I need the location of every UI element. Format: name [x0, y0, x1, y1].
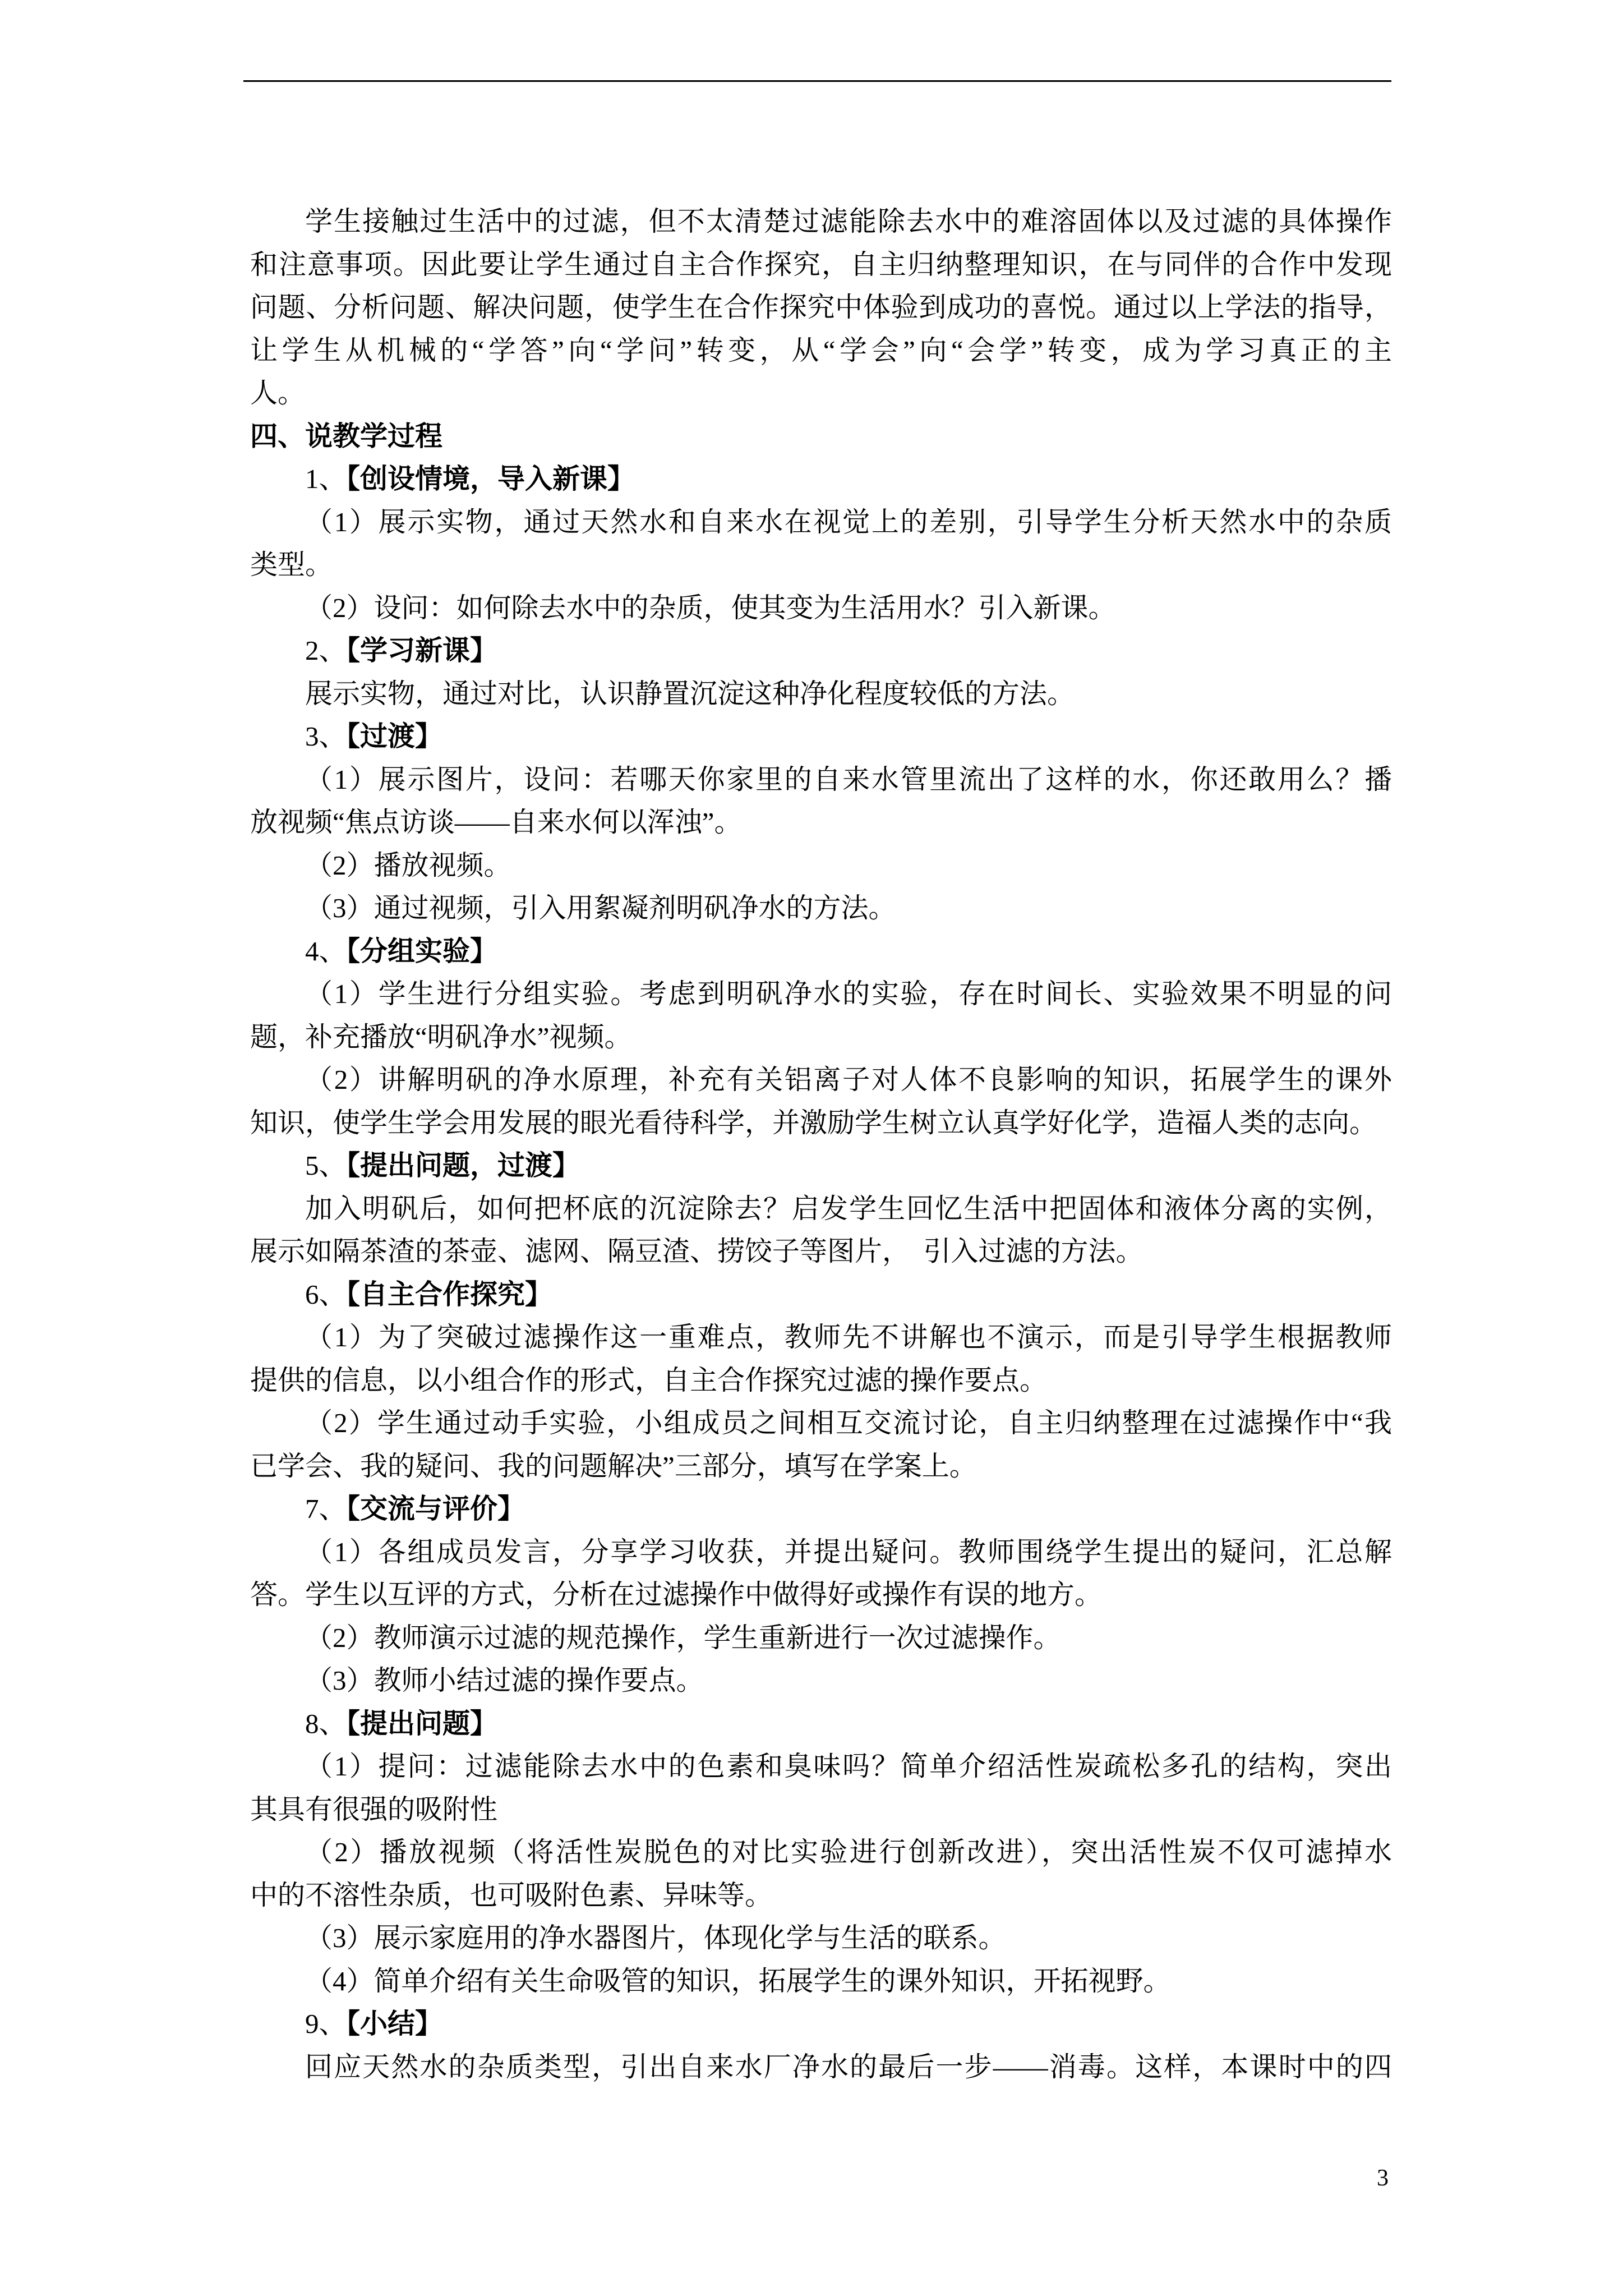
paragraph-line: 问题、分析问题、解决问题，使学生在合作探究中体验到成功的喜悦。通过以上学法的指导， [250, 292, 1392, 323]
step-title: 【交流与评价】 [346, 1493, 525, 1524]
step-heading [250, 629, 1392, 673]
header-rule [243, 80, 1391, 82]
paragraph-line: 已学会、我的疑问、我的问题解决”三部分，填写在学案上。 [250, 1450, 977, 1481]
step-number: 9、 [305, 2008, 347, 2039]
step-heading [250, 1144, 1392, 1188]
step-heading [250, 1488, 1392, 1531]
step-heading [250, 1703, 1392, 1746]
paragraph-line: 中的不溶性杂质，也可吸附色素、异味等。 [250, 1879, 773, 1911]
paragraph-line: 其具有很强的吸附性 [250, 1793, 498, 1825]
step-heading [250, 930, 1392, 973]
step-title: 【学习新课】 [346, 635, 498, 666]
paragraph-line: 展示实物，通过对比，认识静置沉淀这种净化程度较低的方法。 [305, 678, 1075, 709]
page-number: 3 [1377, 2165, 1389, 2191]
step-number: 4、 [305, 935, 347, 967]
step-title: 【自主合作探究】 [346, 1278, 553, 1310]
paragraph-line: （1）展示图片，设问：若哪天你家里的自来水管里流出了这样的水，你还敢用么？播 [305, 763, 1392, 795]
paragraph-line: 知识，使学生学会用发展的眼光看待科学，并激励学生树立认真学好化学，造福人类的志向。 [250, 1107, 1377, 1138]
paragraph-line: （2）设问：如何除去水中的杂质，使其变为生活用水？引入新课。 [305, 592, 1116, 623]
paragraph-line: （1）各组成员发言，分享学习收获，并提出疑问。教师围绕学生提出的疑问，汇总解 [305, 1536, 1392, 1567]
step-title: 【创设情境，导入新课】 [346, 463, 635, 494]
paragraph-line: 放视频“焦点访谈——自来水何以浑浊”。 [250, 807, 742, 838]
paragraph-line: （2）教师演示过滤的规范操作，学生重新进行一次过滤操作。 [305, 1622, 1061, 1653]
paragraph-line: （3）展示家庭用的净水器图片，体现化学与生活的联系。 [305, 1922, 1006, 1953]
paragraph-line: 题，补充播放“明矾净水”视频。 [250, 1021, 632, 1052]
paragraph-line: （2）播放视频（将活性炭脱色的对比实验进行创新改进），突出活性炭不仅可滤掉水 [305, 1837, 1392, 1867]
paragraph-line: （1）展示实物，通过天然水和自来水在视觉上的差别，引导学生分析天然水中的杂质 [305, 506, 1392, 537]
step-number: 8、 [305, 1708, 347, 1739]
section-heading: 四、说教学过程 [250, 420, 443, 452]
paragraph-line: （1）为了突破过滤操作这一重难点，教师先不讲解也不演示，而是引导学生根据教师 [305, 1322, 1392, 1352]
step-heading [250, 458, 1392, 501]
step-title: 【分组实验】 [346, 935, 498, 967]
paragraph-line: 学生接触过生活中的过滤，但不太清楚过滤能除去水中的难溶固体以及过滤的具体操作 [305, 206, 1392, 237]
paragraph-line: （3）通过视频，引入用絮凝剂明矾净水的方法。 [305, 892, 896, 923]
paragraph-line: 回应天然水的杂质类型，引出自来水厂净水的最后一步——消毒。这样，本课时中的四 [305, 2051, 1392, 2082]
paragraph-line: （2）学生通过动手实验，小组成员之间相互交流讨论，自主归纳整理在过滤操作中“我 [305, 1407, 1392, 1438]
step-number: 2、 [305, 635, 347, 666]
step-title: 【小结】 [346, 2008, 443, 2039]
step-number: 6、 [305, 1278, 347, 1310]
paragraph-line: （1）提问：过滤能除去水中的色素和臭味吗？简单介绍活性炭疏松多孔的结构，突出 [305, 1751, 1392, 1782]
step-heading [250, 2003, 1392, 2046]
step-number: 1、 [305, 463, 347, 494]
paragraph-line: 答。学生以互评的方式，分析在过滤操作中做得好或操作有误的地方。 [250, 1579, 1103, 1610]
step-title: 【过渡】 [346, 721, 443, 752]
paragraph-line: 展示如隔茶渣的茶壶、滤网、隔豆渣、捞饺子等图片， 引入过滤的方法。 [250, 1236, 1144, 1267]
paragraph-line: 加入明矾后，如何把杯底的沉淀除去？启发学生回忆生活中把固体和液体分离的实例， [305, 1193, 1392, 1224]
paragraph-line: （1）学生进行分组实验。考虑到明矾净水的实验，存在时间长、实验效果不明显的问 [305, 978, 1392, 1009]
paragraph-line: 和注意事项。因此要让学生通过自主合作探究，自主归纳整理知识，在与同伴的合作中发现 [250, 249, 1392, 280]
paragraph-line: （4）简单介绍有关生命吸管的知识，拓展学生的课外知识，开拓视野。 [305, 1965, 1171, 1996]
document-body [250, 200, 1392, 2088]
paragraph-line: 提供的信息，以小组合作的形式，自主合作探究过滤的操作要点。 [250, 1364, 1048, 1396]
paragraph-line: （2）播放视频。 [305, 849, 511, 881]
paragraph-line: 类型。 [250, 549, 333, 580]
step-number: 3、 [305, 721, 347, 752]
step-heading [250, 1273, 1392, 1317]
paragraph-line: （2）讲解明矾的净水原理，补充有关铝离子对人体不良影响的知识，拓展学生的课外 [305, 1064, 1392, 1095]
step-title: 【提出问题】 [346, 1708, 498, 1739]
paragraph-line: 人。 [250, 378, 306, 408]
paragraph-line: 让学生从机械的“学答”向“学问”转变，从“学会”向“会学”转变，成为学习真正的主 [250, 334, 1392, 366]
paragraph-line: （3）教师小结过滤的操作要点。 [305, 1665, 704, 1696]
step-heading [250, 715, 1392, 758]
step-title: 【提出问题，过渡】 [346, 1150, 580, 1181]
step-number: 5、 [305, 1150, 347, 1181]
step-number: 7、 [305, 1493, 347, 1524]
